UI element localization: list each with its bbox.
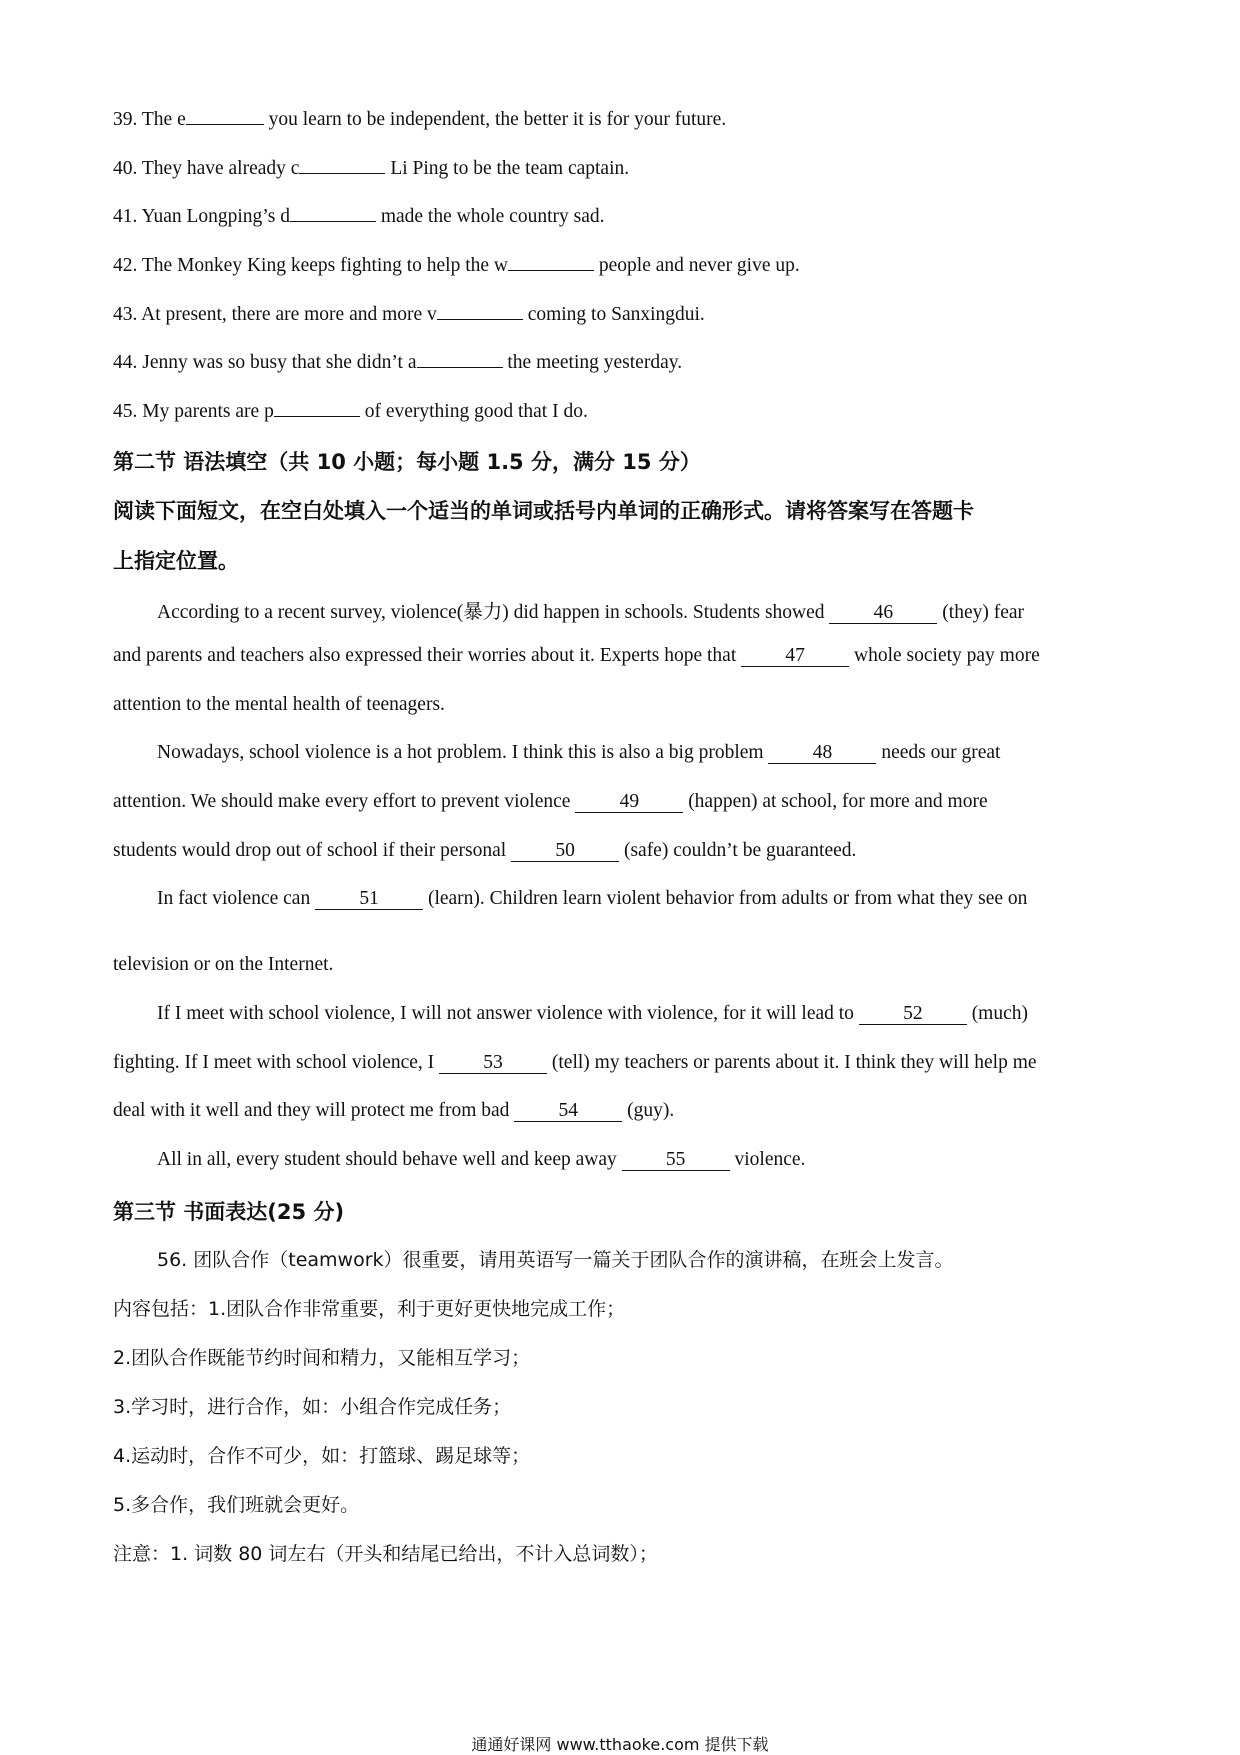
blank-51[interactable]: 51 [315, 889, 423, 910]
question-44: 44. Jenny was so busy that she didn’t a the meeting yesterday. [113, 352, 683, 373]
passage-line: television or on the Internet. [113, 954, 334, 975]
answer-blank[interactable] [274, 400, 360, 417]
blank-48[interactable]: 48 [768, 743, 876, 764]
blank-55[interactable]: 55 [622, 1150, 730, 1171]
answer-blank[interactable] [299, 157, 385, 174]
passage-line: Nowadays, school violence is a hot problem. I think this is also a big problem 48 needs our great [157, 742, 1001, 763]
answer-blank[interactable] [437, 303, 523, 320]
content-item: 2.团队合作既能节约时间和精力，又能相互学习； [113, 1347, 531, 1369]
passage-line: attention to the mental health of teenagers. [113, 694, 445, 715]
section-2-instruction-line-1: 阅读下面短文，在空白处填入一个适当的单词或括号内单词的正确形式。请将答案写在答题卡 [113, 499, 974, 523]
passage-line: deal with it well and they will protect me from bad 54 (guy). [113, 1100, 675, 1121]
blank-53[interactable]: 53 [439, 1053, 547, 1074]
passage-line: and parents and teachers also expressed their worries about it. Experts hope that 47 whole society pay more [113, 645, 1040, 666]
question-56: 56. 团队合作（teamwork）很重要，请用英语写一篇关于团队合作的演讲稿，在班会上发言。 [157, 1249, 954, 1271]
blank-54[interactable]: 54 [514, 1101, 622, 1122]
content-item: 5.多合作，我们班就会更好。 [113, 1494, 360, 1516]
blank-47[interactable]: 47 [741, 646, 849, 667]
answer-blank[interactable] [508, 254, 594, 271]
passage-line: In fact violence can 51 (learn). Children learn violent behavior from adults or from what they see on [157, 888, 1028, 909]
passage-line: students would drop out of school if their personal 50 (safe) couldn’t be guaranteed. [113, 840, 857, 861]
section-2-instruction-line-2: 上指定位置。 [113, 549, 239, 573]
blank-50[interactable]: 50 [511, 841, 619, 862]
writing-note: 注意：1. 词数 80 词左右（开头和结尾已给出，不计入总词数）； [113, 1543, 658, 1565]
question-40: 40. They have already c Li Ping to be the team captain. [113, 158, 630, 179]
question-42: 42. The Monkey King keeps fighting to help the w people and never give up. [113, 255, 800, 276]
footer-source: 通通好课网 www.tthaoke.com 提供下载 [471, 1735, 769, 1754]
question-39: 39. The e you learn to be independent, the better it is for your future. [113, 109, 727, 130]
passage-line: attention. We should make every effort to prevent violence 49 (happen) at school, for more and more [113, 791, 988, 812]
content-item: 3.学习时，进行合作，如：小组合作完成任务； [113, 1396, 512, 1418]
passage-line: According to a recent survey, violence(暴力) did happen in schools. Students showed 46 (they) fear [157, 602, 1025, 623]
blank-52[interactable]: 52 [859, 1004, 967, 1025]
section-3-title: 第三节 书面表达(25 分) [113, 1200, 345, 1224]
question-43: 43. At present, there are more and more v coming to Sanxingdui. [113, 304, 705, 325]
content-item: 内容包括：1.团队合作非常重要，利于更好更快地完成工作； [113, 1298, 626, 1320]
passage-line: If I meet with school violence, I will not answer violence with violence, for it will lead to 52 (much) [157, 1003, 1028, 1024]
blank-49[interactable]: 49 [575, 792, 683, 813]
answer-blank[interactable] [417, 351, 503, 368]
question-41: 41. Yuan Longping’s d made the whole country sad. [113, 206, 605, 227]
passage-line: All in all, every student should behave well and keep away 55 violence. [157, 1149, 806, 1170]
question-45: 45. My parents are p of everything good that I do. [113, 401, 588, 422]
answer-blank[interactable] [186, 108, 264, 125]
section-2-title: 第二节 语法填空（共 10 小题；每小题 1.5 分，满分 15 分） [113, 450, 701, 474]
content-item: 4.运动时，合作不可少，如：打篮球、踢足球等； [113, 1445, 531, 1467]
answer-blank[interactable] [290, 205, 376, 222]
blank-46[interactable]: 46 [829, 603, 937, 624]
passage-line: fighting. If I meet with school violence, I 53 (tell) my teachers or parents about it. I think they will help me [113, 1052, 1037, 1073]
